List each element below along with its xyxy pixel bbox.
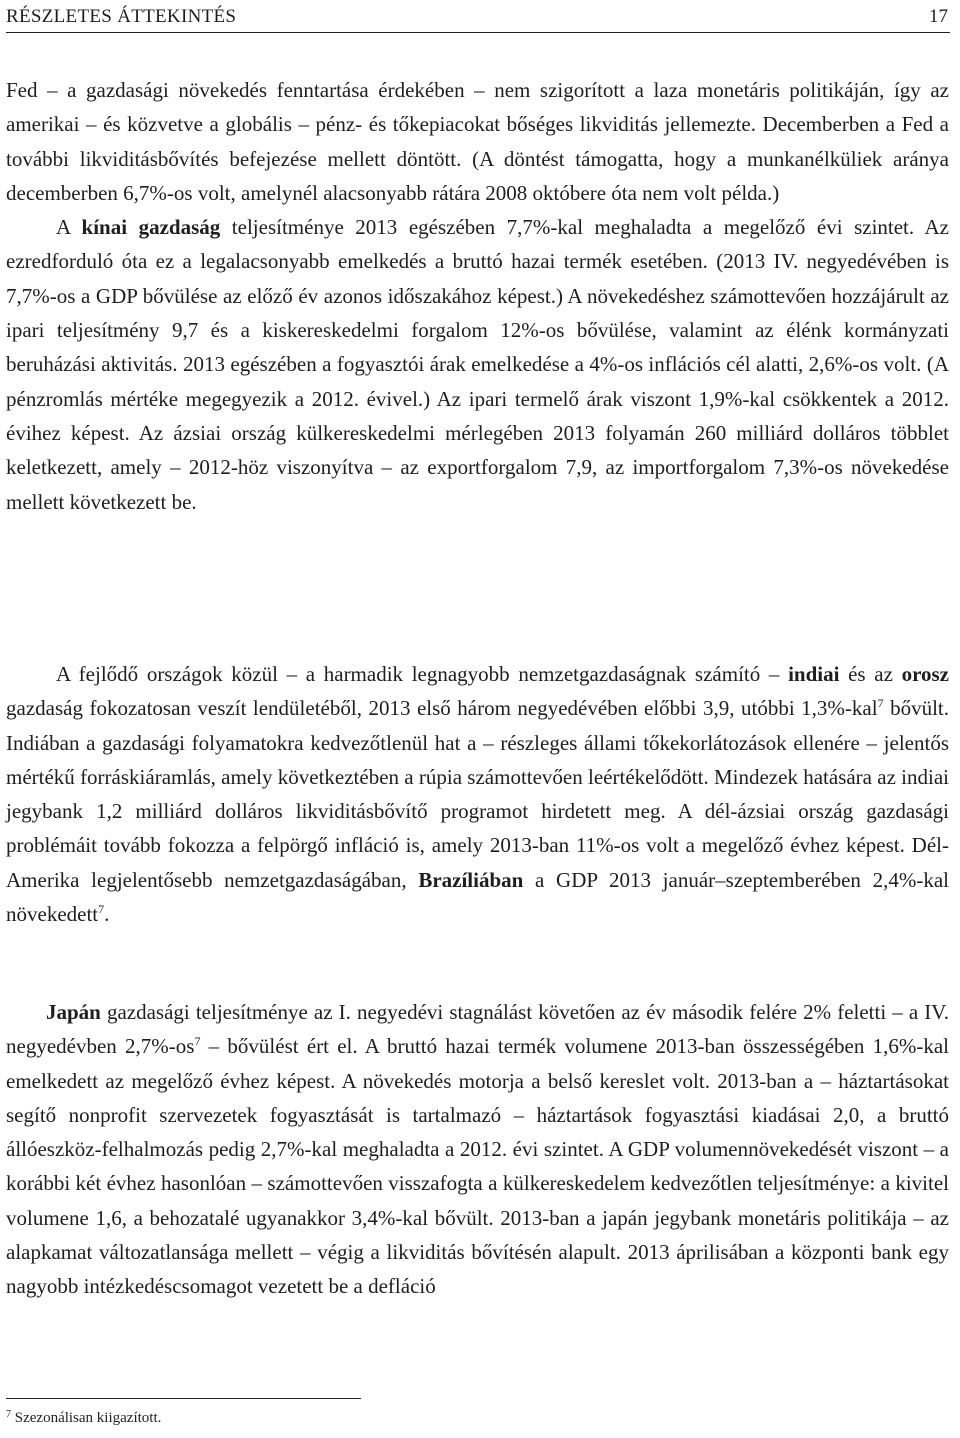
footnote-text: Szezonálisan kiigazított.	[11, 1410, 162, 1426]
bold-term-india: indiai	[788, 662, 840, 686]
bold-term-russia: orosz	[901, 662, 949, 686]
paragraph-fed-china	[6, 73, 949, 519]
bold-term-china: kínai gazdaság	[81, 215, 221, 240]
footnote-divider	[6, 1398, 361, 1399]
footnote-ref[interactable]: 7	[194, 1034, 201, 1049]
running-header	[6, 4, 950, 33]
paragraph-text: .	[104, 902, 110, 927]
bold-term-brazil: Brazíliában	[418, 867, 524, 892]
paragraph-text: teljesítménye 2013 egészében 7,7%-kal meghaladta a megelőző évi szintet. Az ezredforduló óta ez a legalacsonyabb emelkedés a bruttó hazai termék esetében. (2013 IV. negyedévében is 7,7%-os a GDP bővülése az előző év azonos időszakához képest.) A növekedéshez számottevően hozzájárult az ipari teljesítmény 9,7 és a kiskereskedelmi forgalom 12%-os bővülése, valamint az élénk kormányzati beruházási aktivitás. 2013 egészében a fogyasztói árak emelkedése a 4%-os inflációs cél alatti, 2,6%-os volt. (A pénzromlás mértéke megegyezik a 2012. évivel.) Az ipari termelő árak viszont 1,9%-kal csökkentek a 2012. évihez képest. Az ázsiai ország külkereskedelmi mérlegében 2013 folyamán 260 milliárd dolláros többlet keletkezett, amely – 2012-höz viszonyítva – az exportforgalom 7,9, az importforgalom 7,3%-os növekedése mellett következett be.	[6, 215, 950, 514]
footnote-mark: 7	[6, 1409, 11, 1420]
footnote-ref[interactable]: 7	[877, 696, 884, 711]
paragraph-india-russia-brazil	[6, 657, 949, 931]
page-number: 17	[929, 6, 948, 27]
bold-term-japan: Japán	[46, 1000, 101, 1024]
paragraph-text: és az	[839, 662, 902, 686]
paragraph-text: A fejlődő országok közül – a harmadik legnagyobb nemzetgazdaságnak számító –	[56, 662, 789, 686]
paragraph-text: A	[56, 215, 82, 240]
footnote	[6, 1408, 161, 1428]
section-title: RÉSZLETES ÁTTEKINTÉS	[6, 6, 237, 27]
paragraph-japan	[6, 995, 949, 1304]
paragraph-text: – bővülést ért el. A bruttó hazai termék volumene 2013-ban összességében 1,6%-kal emelkedett az megelőző évhez képest. A növekedés motorja a belső kereslet volt. 2013-ban a – háztartásokat segítő nonprofit szervezetek fogyasztását is tartalmazó – háztartások fogyasztási kiadásai 2,0, a bruttó állóeszköz-felhalmozás pedig 2,7%-kal meghaladta a 2012. évi szintet. A GDP volumennövekedését viszont – a korábbi két évhez hasonlóan – számottevően visszafogta a külkereskedelem kedvezőtlen teljesítménye: a kivitel volumene 1,6, a behozatalé ugyanakkor 3,4%-kal bővült. 2013-ban a japán jegybank monetáris politikája – az alapkamat változatlansága mellett – végig a likviditás bővítésén alapult. 2013 áprilisában a központi bank egy nagyobb intézkedéscsomagot vezetett be a defláció	[6, 1034, 949, 1299]
paragraph-text: gazdasági teljesítménye az I. negyedévi stagnálást követően az év második felére 2% feletti – a IV. negyedévben 2,7%-os	[6, 1000, 949, 1059]
paragraph-text: a GDP 2013 január–szeptemberében 2,4%-kal növekedett	[6, 867, 949, 927]
footnote-ref[interactable]: 7	[98, 902, 105, 917]
paragraph-text: gazdaság fokozatosan veszít lendületéből, 2013 első három negyedévében előbbi 3,9, utóbbi 1,3%-kal	[6, 696, 878, 721]
paragraph-text: Fed – a gazdasági növekedés fenntartása érdekében – nem szigorított a laza monetáris politikáján, így az amerikai – és közvetve a globális – pénz- és tőkepiacokat bőséges likviditás jellemezte. Decemberben a Fed a további likviditásbővítés befejezése mellett döntött. (A döntést támogatta, hogy a munkanélküliek aránya decemberben 6,7%-os volt, amelynél alacsonyabb rátára 2008 októbere óta nem volt példa.)	[6, 78, 949, 205]
paragraph-text: bővült. Indiában a gazdasági folyamatokra kedvezőtlenül hat a – részleges állami tőkekorlátozások ellenére – jelentős mértékű forráskiáramlás, amely következtében a rúpia számottevően leértékelődött. Mindezek hatására az indiai jegybank 1,2 milliárd dolláros likviditásbővítő programot hirdetett meg. A dél-ázsiai ország gazdasági problémáit tovább fokozza a felpörgő infláció is, amely 2013-ban 11%-os volt a megelőző évhez képest. Dél-Amerika legjelentősebb nemzetgazdaságában,	[6, 696, 949, 892]
